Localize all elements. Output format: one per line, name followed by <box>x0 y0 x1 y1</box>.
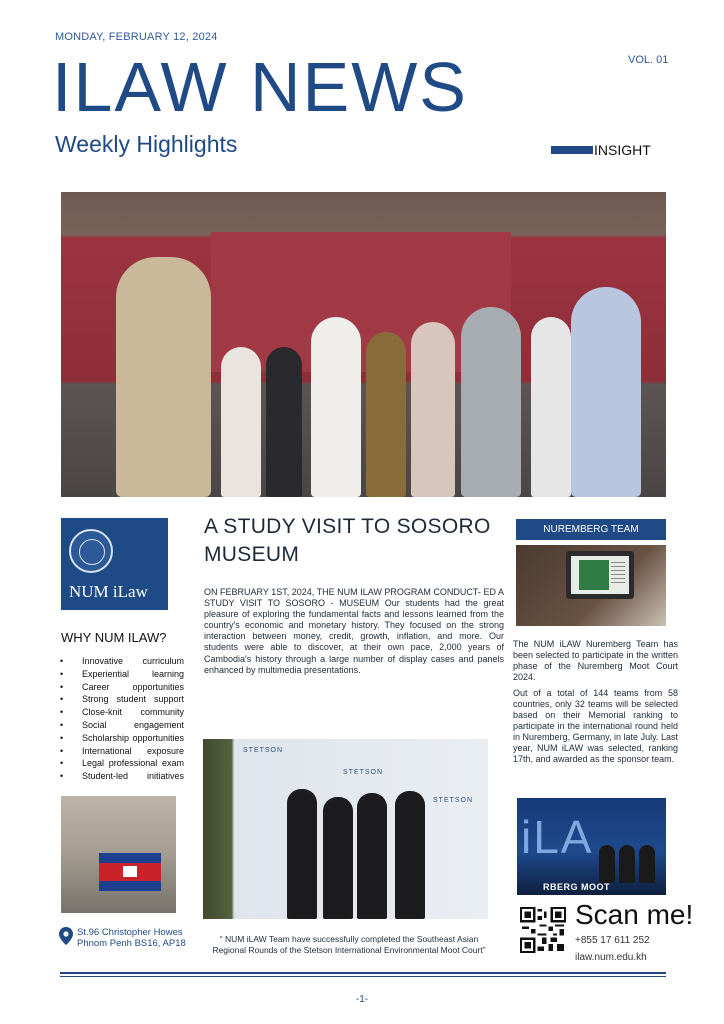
team-member-figure <box>287 789 317 919</box>
footer-rule <box>60 976 666 977</box>
list-item: • Student-led initiatives <box>60 770 184 783</box>
list-item: • Legal professional exam <box>60 757 184 770</box>
issue-date: MONDAY, FEBRUARY 12, 2024 <box>55 31 218 43</box>
backdrop-sign: STETSON <box>433 797 474 804</box>
moot-court-team-photo <box>203 739 488 919</box>
student-figure <box>221 347 261 497</box>
address-line: St.96 Christopher Howes <box>77 927 183 938</box>
phone-number: +855 17 611 252 <box>575 935 650 946</box>
students-flag-photo <box>61 796 176 913</box>
scan-me-label: Scan me! <box>575 899 694 930</box>
laptop-photo <box>516 545 666 626</box>
student-figure <box>461 307 521 497</box>
museum-visit-photo <box>61 192 666 497</box>
laptop-icon <box>566 551 634 599</box>
list-item: • Social engagement <box>60 719 184 732</box>
masthead-subtitle: Weekly Highlights <box>55 131 238 157</box>
location-pin-icon <box>59 927 73 945</box>
team-member-figure <box>599 845 615 883</box>
team-paragraph: The NUM iLAW Nuremberg Team has been selected to participate in the written phase of the Nuremberg Moot Court 2024. <box>513 639 678 682</box>
address <box>77 927 186 949</box>
section-marker-bar <box>551 146 593 154</box>
cambodia-flag-icon <box>99 853 161 891</box>
presenter-figure <box>116 257 211 497</box>
page-number: -1- <box>355 994 369 1005</box>
student-figure <box>311 317 361 497</box>
team-member-figure <box>357 793 387 919</box>
masthead-title: ILAW NEWS <box>52 48 468 126</box>
team-member-figure <box>323 797 353 919</box>
list-item: • Scholarship opportunities <box>60 732 184 745</box>
student-figure <box>366 332 406 497</box>
section-label: INSIGHT <box>594 142 651 158</box>
student-figure <box>266 347 302 497</box>
photo-backdrop-text: iLA <box>521 811 594 863</box>
backdrop-sign: STETSON <box>343 769 384 776</box>
story-headline: A STUDY VISIT TO SOSORO MUSEUM <box>204 515 491 566</box>
student-figure <box>571 287 641 497</box>
qr-code-icon[interactable] <box>520 907 566 953</box>
team-member-figure <box>619 845 635 883</box>
photo-banner-text: RBERG MOOT <box>543 882 610 892</box>
footer-rule <box>60 972 666 974</box>
team-paragraph: Out of a total of 144 teams from 58 countries, only 32 teams will be selected based on their Memorial ranking to participate in the international round held in Nuremberg, Germany, in late July. Last year, NUM iLAW was selected, ranking 17th, and awarded as the sponsor team. <box>513 688 678 764</box>
why-section-title: WHY NUM ILAW? <box>61 630 167 645</box>
nuremberg-team-photo <box>517 798 666 895</box>
story-body: ON FEBRUARY 1ST, 2024, THE NUM ILAW PROGRAM CONDUCT- ED A STUDY VISIT TO SOSORO - MUSEUM Our students had the great pleasure of exploring the fundamental facts and lessons learned from the country's economic and monetary history. They focused on the strong interaction between money, credit, growth, inflation, and more. Our students were able to discover, at their own pace, 2,000 years of Cambodia's history through a large number of display cases and panels enhanced by multimedia presentations. <box>204 587 504 675</box>
list-item: • Experiential learning <box>60 668 184 681</box>
student-figure <box>411 322 455 497</box>
logo-wordmark: NUM iLaw <box>69 582 148 601</box>
team-member-figure <box>395 791 425 919</box>
student-figure <box>531 317 571 497</box>
list-item: • International exposure <box>60 745 184 758</box>
why-list <box>60 655 184 783</box>
backdrop-sign: STETSON <box>243 747 284 754</box>
list-item: • Close-knit community <box>60 706 184 719</box>
university-seal-icon <box>69 529 113 573</box>
list-item: • Innovative curriculum <box>60 655 184 668</box>
website-link[interactable]: ilaw.num.edu.kh <box>575 952 647 963</box>
photo-caption: “ NUM iLAW Team have successfully completed the Southeast Asian Regional Rounds of the Stetson International Environmental Moot Court” <box>212 934 486 955</box>
num-ilaw-logo <box>61 518 168 610</box>
volume-number: VOL. 01 <box>628 54 669 66</box>
address-line: Phnom Penh BS16, AP18 <box>77 938 186 949</box>
team-member-figure <box>639 845 655 883</box>
list-item: • Strong student support <box>60 693 184 706</box>
list-item: • Career opportunities <box>60 681 184 694</box>
team-section-tag: NUREMBERG TEAM <box>516 519 666 540</box>
